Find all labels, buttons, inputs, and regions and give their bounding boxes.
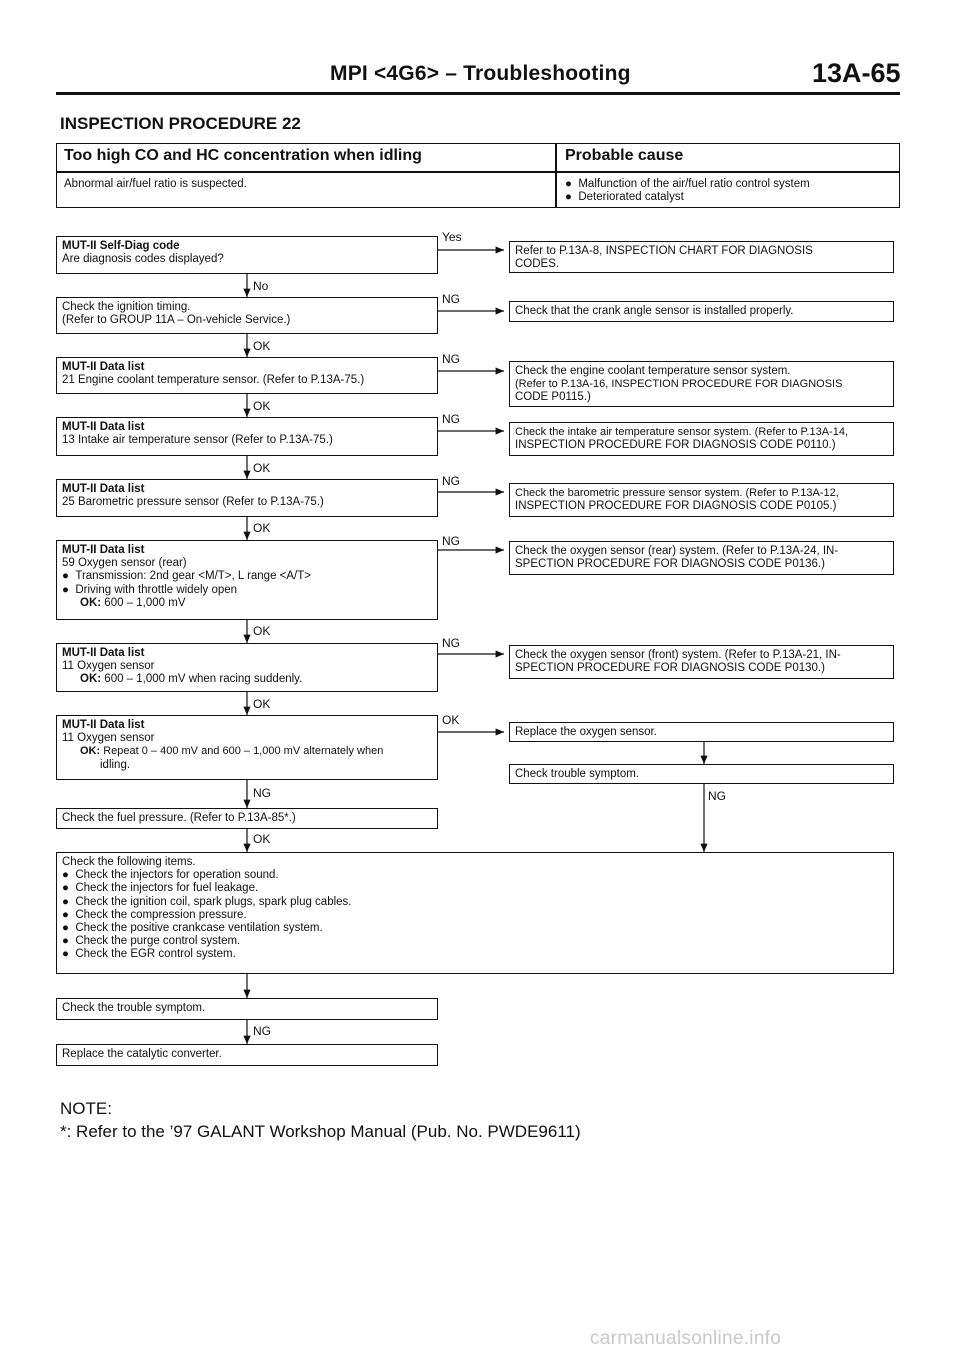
result-barometric-system: Check the barometric pressure sensor system. (Refer to P.13A-12, INSPECTION PROCEDURE FOR DIAGNOSIS CODE P0105.) <box>509 483 894 517</box>
result-replace-oxygen: Replace the oxygen sensor. <box>509 722 894 742</box>
label-ok: OK <box>253 697 271 711</box>
step-oxygen-rear: MUT-II Data list 59 Oxygen sensor (rear) ● Transmission: 2nd gear <M/T>, L range <A/T> ● Driving with throttle widely open OK: 600 – 1,000 mV <box>56 540 438 620</box>
watermark: carmanualsonline.info <box>590 1328 782 1349</box>
list-item: ● Check the injectors for operation sound. <box>62 869 279 882</box>
result-oxygen-front-system: Check the oxygen sensor (front) system. (Refer to P.13A-21, IN- SPECTION PROCEDURE FOR DIAGNOSIS CODE P0130.) <box>509 645 894 679</box>
label-ng: NG <box>442 534 460 548</box>
step-coolant-temp: MUT-II Data list 21 Engine coolant temperature sensor. (Refer to P.13A-75.) <box>56 357 438 394</box>
result-oxygen-rear-system: Check the oxygen sensor (rear) system. (Refer to P.13A-24, IN- SPECTION PROCEDURE FOR DIAGNOSIS CODE P0136.) <box>509 541 894 575</box>
label-ng: NG <box>442 474 460 488</box>
label-yes: Yes <box>442 230 462 244</box>
label-ok: OK <box>253 832 271 846</box>
label-ng: NG <box>708 789 726 803</box>
procedure-title: INSPECTION PROCEDURE 22 <box>60 114 301 133</box>
page-header-title: MPI <4G6> – Troubleshooting <box>330 62 631 85</box>
list-item: ● Deteriorated catalyst <box>565 191 684 203</box>
label-no: No <box>253 279 269 293</box>
symptom-header: Too high CO and HC concentration when idling <box>64 147 422 164</box>
label-ok: OK <box>253 399 271 413</box>
label-ng: NG <box>442 636 460 650</box>
step-fuel-pressure: Check the fuel pressure. (Refer to P.13A-85*.) <box>56 808 438 829</box>
label-ok: OK <box>442 713 460 727</box>
label-ok: OK <box>253 521 271 535</box>
list-item: ● Check the positive crankcase ventilation system. <box>62 922 323 935</box>
label-ok: OK <box>253 624 271 638</box>
list-item: ● Check the injectors for fuel leakage. <box>62 882 259 895</box>
result-check-trouble-symptom: Check trouble symptom. <box>509 764 894 784</box>
result-coolant-system: Check the engine coolant temperature sensor system. (Refer to P.13A-16, INSPECTION PROCEDURE FOR DIAGNOSIS CODE P0115.) <box>509 361 894 407</box>
step-check-items: Check the following items. ● Check the injectors for operation sound. ● Check the injectors for fuel leakage. ● Check the ignition coil, spark plugs, spark plug cables. ● Check the compression pressure. ● Check the positive crankcase ventilation system. ● Check the purge control system. ● Check the EGR control system. <box>56 852 894 974</box>
label-ng: NG <box>253 786 271 800</box>
list-item: ● Malfunction of the air/fuel ratio control system <box>565 178 810 190</box>
list-item: ● Check the EGR control system. <box>62 948 236 961</box>
list-item: ● Check the ignition coil, spark plugs, spark plug cables. <box>62 895 352 908</box>
label-ok: OK <box>253 339 271 353</box>
result-crank-angle: Check that the crank angle sensor is installed properly. <box>509 301 894 322</box>
step-barometric: MUT-II Data list 25 Barometric pressure sensor (Refer to P.13A-75.) <box>56 479 438 517</box>
step-oxygen-front-idling: MUT-II Data list 11 Oxygen sensor OK: Repeat 0 – 400 mV and 600 – 1,000 mV alternately when idling. <box>56 715 438 780</box>
step-intake-air-temp: MUT-II Data list 13 Intake air temperature sensor (Refer to P.13A-75.) <box>56 417 438 456</box>
result-intake-system: Check the intake air temperature sensor system. (Refer to P.13A-14, INSPECTION PROCEDURE FOR DIAGNOSIS CODE P0110.) <box>509 422 894 456</box>
list-item: ● Check the purge control system. <box>62 935 241 948</box>
label-ok: OK <box>253 461 271 475</box>
cause-header: Probable cause <box>565 147 684 164</box>
step-self-diag: MUT-II Self-Diag code Are diagnosis codes displayed? <box>56 236 438 274</box>
label-ng: NG <box>442 292 460 306</box>
label-ng: NG <box>442 412 460 426</box>
list-item: ● Check the compression pressure. <box>62 908 247 921</box>
note-title: NOTE: <box>60 1099 112 1118</box>
step-ignition-timing: Check the ignition timing. (Refer to GROUP 11A – On-vehicle Service.) <box>56 297 438 334</box>
label-ng: NG <box>442 352 460 366</box>
symptom-text: Abnormal air/fuel ratio is suspected. <box>64 178 247 190</box>
step-replace-catalytic: Replace the catalytic converter. <box>56 1044 438 1066</box>
page-number: 13A-65 <box>812 58 901 88</box>
result-inspection-chart: Refer to P.13A-8, INSPECTION CHART FOR DIAGNOSIS CODES. <box>509 241 894 273</box>
note-text: *: Refer to the ’97 GALANT Workshop Manual (Pub. No. PWDE9611) <box>60 1122 581 1141</box>
label-ng: NG <box>253 1024 271 1038</box>
step-oxygen-front-racing: MUT-II Data list 11 Oxygen sensor OK: 600 – 1,000 mV when racing suddenly. <box>56 643 438 692</box>
step-check-trouble-symptom: Check the trouble symptom. <box>56 998 438 1020</box>
